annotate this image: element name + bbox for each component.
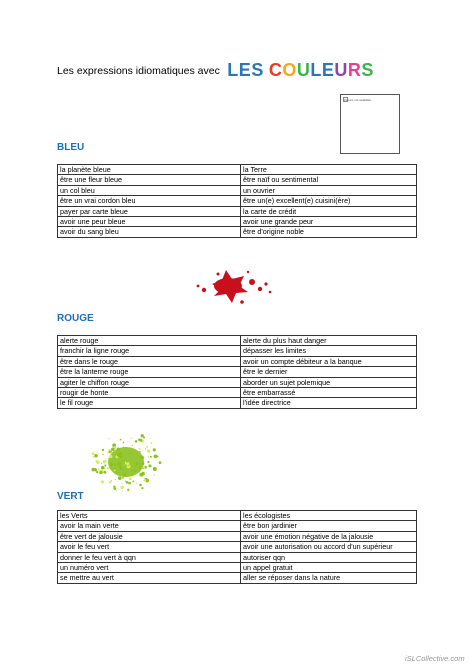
section-heading-bleu: BLEU (57, 142, 85, 153)
table-row (58, 521, 417, 531)
meaning-cell: avoir un compte débiteur a la banque (241, 356, 417, 366)
missing-picture-frame (340, 94, 400, 154)
table-row (58, 175, 417, 185)
idiom-cell: un numéro vert (58, 563, 241, 573)
idiom-cell: être la lanterne rouge (58, 367, 241, 377)
title-letter: R (347, 60, 362, 80)
idiom-cell: alerte rouge (58, 336, 241, 346)
meaning-cell: aborder un sujet polemique (241, 377, 417, 387)
meaning-cell: alerte du plus haut danger (241, 336, 417, 346)
meaning-cell: dépasser les limites (241, 346, 417, 356)
table-row (58, 552, 417, 562)
meaning-cell: aller se réposer dans la nature (241, 573, 417, 583)
idiom-cell: payer par carte bleue (58, 206, 241, 216)
idiom-cell: être dans le rouge (58, 356, 241, 366)
table-row (58, 542, 417, 552)
section-heading-rouge: ROUGE (57, 313, 94, 324)
meaning-cell: la Terre (241, 165, 417, 175)
idiom-cell: agiter le chiffon rouge (58, 377, 241, 387)
title-letter: U (296, 60, 311, 80)
idiom-cell: avoir une peur bleue (58, 217, 241, 227)
section-heading-vert: VERT (57, 491, 84, 502)
meaning-cell: autoriser qqn (241, 552, 417, 562)
meaning-cell: être embarrassé (241, 388, 417, 398)
idiom-cell: donner le feu vert à qqn (58, 552, 241, 562)
title-letter: E (321, 60, 335, 80)
meaning-cell: les écologistes (241, 511, 417, 521)
table-rouge (57, 335, 417, 409)
idiom-cell: le fil rouge (58, 398, 241, 408)
idiom-cell: être un vrai cordon bleu (58, 196, 241, 206)
idiom-cell: la planète bleue (58, 165, 241, 175)
table-row (58, 367, 417, 377)
meaning-cell: avoir une autorisation ou accord d'un supérieur (241, 542, 417, 552)
meaning-cell: être bon jardinier (241, 521, 417, 531)
table-row (58, 346, 417, 356)
table-row (58, 531, 417, 541)
meaning-cell: un appel gratuit (241, 563, 417, 573)
idiom-cell: rougir de honte (58, 388, 241, 398)
idiom-cell: être une fleur bleue (58, 175, 241, 185)
meaning-cell: être naïf ou sentimental (241, 175, 417, 185)
table-row (58, 356, 417, 366)
idiom-cell: un col bleu (58, 185, 241, 195)
table-row (58, 206, 417, 216)
table-row (58, 388, 417, 398)
table-row (58, 573, 417, 583)
meaning-cell: être le dernier (241, 367, 417, 377)
missing-picture-caption: Picture not available (344, 98, 372, 102)
title-letter: S (251, 60, 264, 80)
table-row (58, 196, 417, 206)
table-row (58, 217, 417, 227)
idiom-cell: avoir la main verte (58, 521, 241, 531)
title-letter: C (268, 60, 283, 80)
watermark: iSLCollective.com (405, 654, 465, 663)
table-row (58, 511, 417, 521)
title-letter: U (334, 60, 348, 80)
meaning-cell: avoir une émotion négative de la jalousie (241, 531, 417, 541)
idiom-cell: franchir la ligne rouge (58, 346, 241, 356)
meaning-cell: être un(e) excellent(e) cuisini(ère) (241, 196, 417, 206)
table-row (58, 336, 417, 346)
meaning-cell: l'idée directrice (241, 398, 417, 408)
idiom-cell: avoir du sang bleu (58, 227, 241, 237)
meaning-cell: être d'origine noble (241, 227, 417, 237)
title-letter: O (282, 60, 297, 80)
table-row (58, 377, 417, 387)
meaning-cell: un ouvrier (241, 185, 417, 195)
idiom-cell: avoir le feu vert (58, 542, 241, 552)
red-paint-splash-image (182, 262, 292, 312)
green-paint-splash-image (90, 430, 170, 494)
title-letter: E (238, 60, 252, 80)
table-row (58, 563, 417, 573)
title-lead: Les expressions idiomatiques avec (57, 65, 220, 77)
table-vert (57, 510, 417, 584)
meaning-cell: la carte de crédit (241, 206, 417, 216)
table-row (58, 185, 417, 195)
table-row (58, 165, 417, 175)
meaning-cell: avoir une grande peur (241, 217, 417, 227)
idiom-cell: se mettre au vert (58, 573, 241, 583)
table-row (58, 227, 417, 237)
title-letter: L (310, 60, 322, 80)
title-colored-word (227, 60, 374, 80)
idiom-cell: être vert de jalousie (58, 531, 241, 541)
table-row (58, 398, 417, 408)
title-letter: L (227, 60, 239, 80)
title-letter: S (361, 60, 374, 80)
table-bleu (57, 164, 417, 238)
idiom-cell: les Verts (58, 511, 241, 521)
worksheet-title (57, 60, 374, 84)
